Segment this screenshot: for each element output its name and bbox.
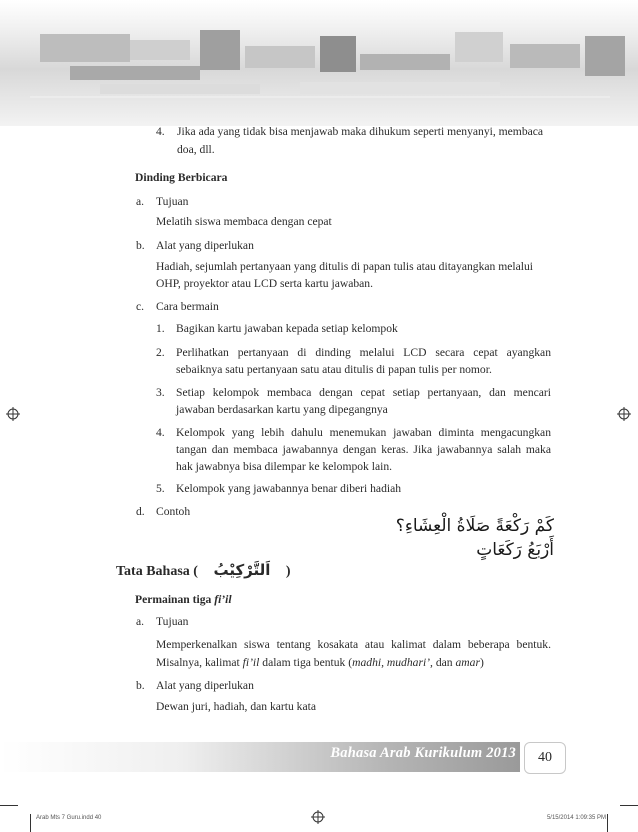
text-run: ): [479, 656, 484, 669]
item-label: d.: [136, 505, 145, 518]
text-run: dalam tiga bentuk (: [259, 656, 353, 669]
subheading: [135, 592, 232, 608]
crop-mark: [30, 814, 31, 832]
item-title: Tujuan: [156, 615, 189, 628]
arabic-example-question: كَمْ رَكْعَةً صَلَاةُ الْعِشَاءِ؟: [395, 516, 554, 536]
item-text: Memperkenalkan siswa tentang kosakata atau kalimat dalam beberapa bentuk.: [156, 638, 551, 651]
step-number: 5.: [156, 482, 165, 495]
grammar-heading: [116, 561, 291, 580]
step-text: Setiap kelompok membaca dengan cepat setiap pertanyaan, dan mencari: [176, 386, 551, 399]
step-text: Kelompok yang jawabannya benar diberi hadiah: [176, 482, 402, 495]
subheading-italic: fi’il: [214, 593, 232, 606]
item-text: Hadiah, sejumlah pertanyaan yang ditulis di papan tulis atau ditayangkan melalui: [156, 260, 534, 273]
section-heading: Dinding Berbicara: [135, 171, 228, 184]
step-text: Bagikan kartu jawaban kepada setiap kelompok: [176, 322, 398, 335]
grammar-heading-suffix: ): [285, 564, 291, 579]
step-text: hak jawabnya bisa dilempar ke kelompok lain.: [176, 460, 393, 473]
list-item-number: 4.: [156, 125, 165, 138]
text-run: Misalnya, kalimat: [156, 656, 243, 669]
registration-mark-icon: [311, 810, 325, 824]
step-number: 4.: [156, 426, 165, 439]
crop-mark: [0, 805, 18, 806]
step-number: 3.: [156, 386, 165, 399]
item-title: Cara bermain: [156, 300, 219, 313]
slug-timestamp: 5/15/2014 1:09:35 PM: [546, 815, 606, 821]
step-text: Kelompok yang lebih dahulu menemukan jawaban diminta mengacungkan: [176, 426, 551, 439]
subheading-text: Permainan tiga: [135, 593, 215, 606]
footer-book-title: Bahasa Arab Kurikulum 2013: [330, 745, 516, 761]
item-text: Dewan juri, hadiah, dan kartu kata: [156, 700, 316, 713]
item-label: c.: [136, 300, 145, 313]
text-run-italic: amar: [455, 656, 480, 669]
step-text: Perlihatkan pertanyaan di dinding melalui LCD secara cepat ayangkan: [176, 346, 551, 359]
list-item-text: doa, dll.: [177, 143, 215, 156]
header-decoration: [0, 0, 638, 126]
item-text: Melatih siswa membaca dengan cepat: [156, 215, 332, 228]
step-number: 2.: [156, 346, 165, 359]
list-item-text: Jika ada yang tidak bisa menjawab maka dihukum seperti menyanyi, membaca: [177, 125, 544, 138]
grammar-heading-prefix: Tata Bahasa (: [116, 564, 198, 579]
item-title: Alat yang diperlukan: [156, 239, 254, 252]
step-text: tangan dan membaca jawabannya dengan keras. Jika jawabannya salah maka: [176, 443, 551, 456]
text-run: dan: [432, 656, 456, 669]
item-label: a.: [136, 615, 145, 628]
text-run-italic: fi’il: [242, 656, 260, 669]
text-run-italic: madhi, mudhari’,: [352, 656, 433, 669]
step-number: 1.: [156, 322, 165, 335]
step-text: jawaban berdasarkan kartu yang dipegangnya: [176, 403, 388, 416]
crop-mark: [620, 805, 638, 806]
item-label: b.: [136, 679, 145, 692]
item-label: a.: [136, 195, 145, 208]
slug-file: Arab Mts 7 Guru.indd 40: [36, 815, 102, 821]
crop-mark: [607, 814, 608, 832]
page-number: 40: [524, 742, 566, 774]
item-label: b.: [136, 239, 145, 252]
item-title: Alat yang diperlukan: [156, 679, 254, 692]
arabic-example-answer: أَرْبَعُ رَكَعَاتٍ: [476, 540, 554, 560]
item-text: OHP, proyektor atau LCD serta kartu jawaban.: [156, 277, 373, 290]
item-title: Contoh: [156, 505, 191, 518]
registration-mark-icon: [617, 407, 631, 421]
registration-mark-icon: [6, 407, 20, 421]
item-title: Tujuan: [156, 195, 189, 208]
step-text: sebaiknya satu pertanyaan satu atau ditulis di papan tulis per nomor.: [176, 363, 492, 376]
grammar-heading-arabic: اَلتَّرْكِيْبُ: [213, 561, 271, 579]
item-text: [156, 655, 484, 671]
